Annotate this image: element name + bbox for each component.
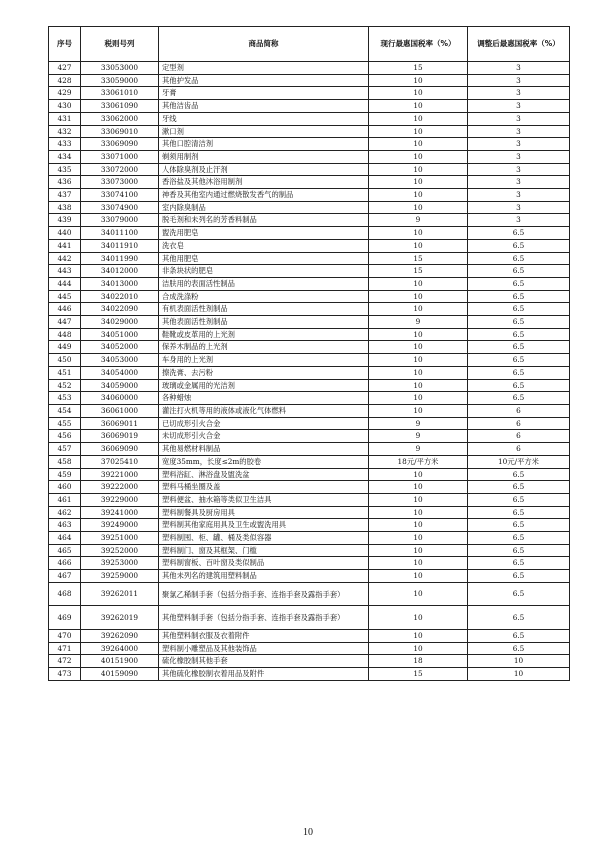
cell-adjusted-rate: 6.5 xyxy=(468,468,570,481)
cell-product-name: 其他护发品 xyxy=(159,74,369,87)
page-number: 10 xyxy=(303,827,313,838)
cell-adjusted-rate: 6.5 xyxy=(468,341,570,354)
cell-serial: 466 xyxy=(49,557,81,570)
cell-product-name: 硫化橡胶制其他手套 xyxy=(159,655,369,668)
cell-adjusted-rate: 6.5 xyxy=(468,606,570,630)
table-row xyxy=(49,392,570,405)
cell-serial: 472 xyxy=(49,655,81,668)
cell-tariff-code: 39222000 xyxy=(81,481,159,494)
cell-tariff-code: 33072000 xyxy=(81,163,159,176)
cell-adjusted-rate: 6.5 xyxy=(468,328,570,341)
cell-adjusted-rate: 3 xyxy=(468,176,570,189)
cell-current-rate: 10 xyxy=(369,150,468,163)
cell-product-name: 剃须用制剂 xyxy=(159,150,369,163)
cell-product-name: 合成洗涤粉 xyxy=(159,290,369,303)
cell-serial: 432 xyxy=(49,125,81,138)
cell-tariff-code: 33069010 xyxy=(81,125,159,138)
cell-product-name: 各种蜡烛 xyxy=(159,392,369,405)
cell-serial: 454 xyxy=(49,404,81,417)
cell-adjusted-rate: 6.5 xyxy=(468,493,570,506)
cell-product-name: 塑料制餐具及厨房用具 xyxy=(159,506,369,519)
cell-current-rate: 10 xyxy=(369,404,468,417)
table-row xyxy=(49,417,570,430)
cell-tariff-code: 36069090 xyxy=(81,443,159,456)
cell-serial: 464 xyxy=(49,532,81,545)
cell-adjusted-rate: 10 xyxy=(468,655,570,668)
cell-product-name: 鞋靴或皮革用的上光剂 xyxy=(159,328,369,341)
header-current-rate: 现行最惠国税率（%） xyxy=(369,27,468,62)
table-row xyxy=(49,532,570,545)
table-row xyxy=(49,163,570,176)
cell-adjusted-rate: 6.5 xyxy=(468,265,570,278)
cell-adjusted-rate: 6.5 xyxy=(468,392,570,405)
cell-current-rate: 10 xyxy=(369,303,468,316)
cell-tariff-code: 34054000 xyxy=(81,366,159,379)
cell-current-rate: 10 xyxy=(369,74,468,87)
cell-product-name: 其他用肥皂 xyxy=(159,252,369,265)
cell-serial: 442 xyxy=(49,252,81,265)
cell-serial: 449 xyxy=(49,341,81,354)
cell-adjusted-rate: 6.5 xyxy=(468,290,570,303)
cell-current-rate: 10 xyxy=(369,532,468,545)
cell-adjusted-rate: 3 xyxy=(468,74,570,87)
cell-tariff-code: 39262019 xyxy=(81,606,159,630)
table-row xyxy=(49,201,570,214)
cell-serial: 437 xyxy=(49,189,81,202)
cell-serial: 429 xyxy=(49,87,81,100)
cell-tariff-code: 34011100 xyxy=(81,227,159,240)
cell-current-rate: 10 xyxy=(369,544,468,557)
cell-adjusted-rate: 6.5 xyxy=(468,532,570,545)
table-row xyxy=(49,227,570,240)
cell-current-rate: 10 xyxy=(369,87,468,100)
header-adjusted-rate: 调整后最惠国税率（%） xyxy=(468,27,570,62)
cell-current-rate: 18元/平方米 xyxy=(369,455,468,468)
cell-serial: 447 xyxy=(49,316,81,329)
cell-product-name: 塑料制小雕塑品及其他装饰品 xyxy=(159,642,369,655)
table-row xyxy=(49,277,570,290)
cell-product-name: 其他硫化橡胶制衣着用品及附件 xyxy=(159,667,369,680)
table-row xyxy=(49,125,570,138)
table-row xyxy=(49,303,570,316)
cell-tariff-code: 39253000 xyxy=(81,557,159,570)
cell-current-rate: 10 xyxy=(369,642,468,655)
tariff-table xyxy=(48,26,570,681)
cell-current-rate: 10 xyxy=(369,606,468,630)
table-row xyxy=(49,468,570,481)
cell-tariff-code: 34011990 xyxy=(81,252,159,265)
cell-adjusted-rate: 3 xyxy=(468,125,570,138)
cell-serial: 451 xyxy=(49,366,81,379)
table-row xyxy=(49,150,570,163)
cell-product-name: 其他洁齿品 xyxy=(159,100,369,113)
cell-serial: 440 xyxy=(49,227,81,240)
cell-current-rate: 10 xyxy=(369,493,468,506)
cell-current-rate: 9 xyxy=(369,214,468,227)
header-serial: 序号 xyxy=(49,27,81,62)
cell-product-name: 脱毛剂和未列名的芳香料制品 xyxy=(159,214,369,227)
table-row xyxy=(49,455,570,468)
cell-product-name: 其他口腔清洁剂 xyxy=(159,138,369,151)
table-row xyxy=(49,366,570,379)
cell-current-rate: 10 xyxy=(369,354,468,367)
cell-serial: 441 xyxy=(49,239,81,252)
cell-serial: 465 xyxy=(49,544,81,557)
cell-adjusted-rate: 3 xyxy=(468,189,570,202)
cell-tariff-code: 40151900 xyxy=(81,655,159,668)
table-row xyxy=(49,239,570,252)
cell-product-name: 塑料制窗板、百叶窗及类似制品 xyxy=(159,557,369,570)
cell-adjusted-rate: 3 xyxy=(468,62,570,75)
table-row xyxy=(49,316,570,329)
cell-serial: 445 xyxy=(49,290,81,303)
table-row xyxy=(49,655,570,668)
table-row xyxy=(49,290,570,303)
cell-tariff-code: 39262090 xyxy=(81,629,159,642)
cell-product-name: 牙膏 xyxy=(159,87,369,100)
table-row xyxy=(49,265,570,278)
table-row xyxy=(49,606,570,630)
cell-current-rate: 10 xyxy=(369,176,468,189)
cell-tariff-code: 39264000 xyxy=(81,642,159,655)
cell-product-name: 其他未列名的建筑用塑料制品 xyxy=(159,570,369,583)
cell-serial: 459 xyxy=(49,468,81,481)
cell-serial: 435 xyxy=(49,163,81,176)
cell-current-rate: 15 xyxy=(369,62,468,75)
table-row xyxy=(49,493,570,506)
cell-tariff-code: 33059000 xyxy=(81,74,159,87)
cell-tariff-code: 36069019 xyxy=(81,430,159,443)
table-row xyxy=(49,176,570,189)
cell-tariff-code: 34012000 xyxy=(81,265,159,278)
cell-current-rate: 10 xyxy=(369,112,468,125)
cell-serial: 462 xyxy=(49,506,81,519)
cell-adjusted-rate: 3 xyxy=(468,138,570,151)
table-row xyxy=(49,481,570,494)
cell-serial: 457 xyxy=(49,443,81,456)
table-header-row xyxy=(49,27,570,62)
cell-adjusted-rate: 6.5 xyxy=(468,506,570,519)
cell-adjusted-rate: 6.5 xyxy=(468,366,570,379)
cell-current-rate: 10 xyxy=(369,506,468,519)
cell-serial: 469 xyxy=(49,606,81,630)
cell-product-name: 人体除臭剂及止汗剂 xyxy=(159,163,369,176)
cell-adjusted-rate: 3 xyxy=(468,100,570,113)
table-row xyxy=(49,506,570,519)
cell-tariff-code: 37025410 xyxy=(81,455,159,468)
cell-tariff-code: 33071000 xyxy=(81,150,159,163)
cell-product-name: 洗衣皂 xyxy=(159,239,369,252)
cell-product-name: 塑料便盆、抽水箱等类似卫生洁具 xyxy=(159,493,369,506)
cell-tariff-code: 39262011 xyxy=(81,582,159,606)
table-row xyxy=(49,189,570,202)
table-row xyxy=(49,570,570,583)
cell-current-rate: 10 xyxy=(369,570,468,583)
table-row xyxy=(49,341,570,354)
cell-current-rate: 10 xyxy=(369,557,468,570)
table-row xyxy=(49,519,570,532)
cell-adjusted-rate: 6.5 xyxy=(468,252,570,265)
cell-adjusted-rate: 6.5 xyxy=(468,239,570,252)
cell-adjusted-rate: 6 xyxy=(468,404,570,417)
cell-serial: 436 xyxy=(49,176,81,189)
cell-tariff-code: 34060000 xyxy=(81,392,159,405)
cell-serial: 444 xyxy=(49,277,81,290)
cell-product-name: 漱口剂 xyxy=(159,125,369,138)
cell-tariff-code: 34011910 xyxy=(81,239,159,252)
cell-serial: 460 xyxy=(49,481,81,494)
cell-product-name: 定型剂 xyxy=(159,62,369,75)
cell-tariff-code: 33061010 xyxy=(81,87,159,100)
cell-current-rate: 10 xyxy=(369,481,468,494)
table-row xyxy=(49,328,570,341)
cell-adjusted-rate: 6.5 xyxy=(468,303,570,316)
cell-adjusted-rate: 6.5 xyxy=(468,629,570,642)
cell-serial: 439 xyxy=(49,214,81,227)
cell-product-name: 塑料制其他家庭用具及卫生或盥洗用具 xyxy=(159,519,369,532)
cell-serial: 461 xyxy=(49,493,81,506)
cell-product-name: 未切成形引火合金 xyxy=(159,430,369,443)
header-product-name: 商品简称 xyxy=(159,27,369,62)
cell-product-name: 塑料制囤、柜、罐、桶及类似容器 xyxy=(159,532,369,545)
cell-current-rate: 10 xyxy=(369,163,468,176)
cell-tariff-code: 34053000 xyxy=(81,354,159,367)
cell-adjusted-rate: 3 xyxy=(468,87,570,100)
cell-tariff-code: 39252000 xyxy=(81,544,159,557)
cell-adjusted-rate: 6.5 xyxy=(468,227,570,240)
cell-tariff-code: 34022010 xyxy=(81,290,159,303)
cell-adjusted-rate: 6 xyxy=(468,430,570,443)
table-row xyxy=(49,100,570,113)
cell-current-rate: 15 xyxy=(369,252,468,265)
cell-product-name: 擦洗膏、去污粉 xyxy=(159,366,369,379)
cell-serial: 443 xyxy=(49,265,81,278)
cell-adjusted-rate: 6.5 xyxy=(468,557,570,570)
cell-adjusted-rate: 6.5 xyxy=(468,582,570,606)
cell-adjusted-rate: 3 xyxy=(468,214,570,227)
table-row xyxy=(49,667,570,680)
cell-current-rate: 9 xyxy=(369,443,468,456)
cell-serial: 468 xyxy=(49,582,81,606)
table-row xyxy=(49,544,570,557)
cell-current-rate: 10 xyxy=(369,468,468,481)
cell-product-name: 洁肤用的表面活性制品 xyxy=(159,277,369,290)
cell-product-name: 其他易燃材料制品 xyxy=(159,443,369,456)
cell-tariff-code: 39251000 xyxy=(81,532,159,545)
table-row xyxy=(49,430,570,443)
cell-tariff-code: 34059000 xyxy=(81,379,159,392)
cell-adjusted-rate: 6.5 xyxy=(468,354,570,367)
cell-product-name: 塑料浴缸、淋浴盘及盥洗盆 xyxy=(159,468,369,481)
table-row xyxy=(49,138,570,151)
cell-current-rate: 9 xyxy=(369,430,468,443)
cell-adjusted-rate: 6.5 xyxy=(468,277,570,290)
cell-serial: 452 xyxy=(49,379,81,392)
cell-current-rate: 10 xyxy=(369,328,468,341)
table-row xyxy=(49,112,570,125)
cell-tariff-code: 34052000 xyxy=(81,341,159,354)
cell-current-rate: 10 xyxy=(369,629,468,642)
cell-serial: 455 xyxy=(49,417,81,430)
cell-product-name: 牙线 xyxy=(159,112,369,125)
cell-serial: 467 xyxy=(49,570,81,583)
cell-current-rate: 10 xyxy=(369,341,468,354)
table-row xyxy=(49,404,570,417)
cell-tariff-code: 34051000 xyxy=(81,328,159,341)
cell-current-rate: 10 xyxy=(369,189,468,202)
cell-product-name: 已切成形引火合金 xyxy=(159,417,369,430)
cell-tariff-code: 34022090 xyxy=(81,303,159,316)
cell-tariff-code: 39249000 xyxy=(81,519,159,532)
cell-current-rate: 10 xyxy=(369,379,468,392)
cell-product-name: 有机表面活性剂制品 xyxy=(159,303,369,316)
cell-current-rate: 10 xyxy=(369,366,468,379)
cell-adjusted-rate: 10 xyxy=(468,667,570,680)
cell-serial: 427 xyxy=(49,62,81,75)
cell-product-name: 室内除臭制品 xyxy=(159,201,369,214)
cell-tariff-code: 33079000 xyxy=(81,214,159,227)
cell-product-name: 其他塑料制手套（包括分指手套、连指手套及露指手套） xyxy=(159,606,369,630)
cell-current-rate: 10 xyxy=(369,227,468,240)
cell-tariff-code: 33062000 xyxy=(81,112,159,125)
cell-tariff-code: 36069011 xyxy=(81,417,159,430)
cell-serial: 430 xyxy=(49,100,81,113)
cell-tariff-code: 39229000 xyxy=(81,493,159,506)
cell-tariff-code: 33053000 xyxy=(81,62,159,75)
cell-adjusted-rate: 6.5 xyxy=(468,642,570,655)
cell-current-rate: 10 xyxy=(369,290,468,303)
cell-tariff-code: 33074100 xyxy=(81,189,159,202)
cell-current-rate: 10 xyxy=(369,519,468,532)
cell-adjusted-rate: 6.5 xyxy=(468,379,570,392)
tariff-document xyxy=(48,26,569,681)
table-row xyxy=(49,74,570,87)
table-row xyxy=(49,354,570,367)
cell-serial: 471 xyxy=(49,642,81,655)
cell-current-rate: 10 xyxy=(369,125,468,138)
table-row xyxy=(49,214,570,227)
cell-current-rate: 18 xyxy=(369,655,468,668)
cell-serial: 450 xyxy=(49,354,81,367)
cell-adjusted-rate: 3 xyxy=(468,201,570,214)
cell-adjusted-rate: 6.5 xyxy=(468,544,570,557)
cell-serial: 448 xyxy=(49,328,81,341)
cell-current-rate: 10 xyxy=(369,392,468,405)
cell-adjusted-rate: 10元/平方米 xyxy=(468,455,570,468)
cell-current-rate: 15 xyxy=(369,667,468,680)
table-body xyxy=(49,62,570,681)
cell-product-name: 灌注打火机等用的液体或液化气体燃料 xyxy=(159,404,369,417)
cell-current-rate: 15 xyxy=(369,265,468,278)
cell-tariff-code: 33074900 xyxy=(81,201,159,214)
cell-tariff-code: 33061090 xyxy=(81,100,159,113)
cell-adjusted-rate: 3 xyxy=(468,163,570,176)
cell-current-rate: 9 xyxy=(369,316,468,329)
cell-tariff-code: 33069090 xyxy=(81,138,159,151)
cell-serial: 458 xyxy=(49,455,81,468)
cell-adjusted-rate: 6.5 xyxy=(468,519,570,532)
cell-serial: 428 xyxy=(49,74,81,87)
cell-product-name: 宽度35mm，长度≤2m的胶卷 xyxy=(159,455,369,468)
cell-serial: 431 xyxy=(49,112,81,125)
cell-current-rate: 10 xyxy=(369,201,468,214)
cell-tariff-code: 39241000 xyxy=(81,506,159,519)
table-row xyxy=(49,87,570,100)
cell-adjusted-rate: 3 xyxy=(468,112,570,125)
table-row xyxy=(49,582,570,606)
cell-tariff-code: 36061000 xyxy=(81,404,159,417)
table-row xyxy=(49,379,570,392)
cell-tariff-code: 39221000 xyxy=(81,468,159,481)
cell-product-name: 盥洗用肥皂 xyxy=(159,227,369,240)
cell-adjusted-rate: 3 xyxy=(468,150,570,163)
cell-product-name: 塑料制门、窗及其框架、门槛 xyxy=(159,544,369,557)
cell-product-name: 其他塑料制衣服及衣着附件 xyxy=(159,629,369,642)
cell-serial: 453 xyxy=(49,392,81,405)
header-tariff-code: 税则号列 xyxy=(81,27,159,62)
cell-adjusted-rate: 6 xyxy=(468,443,570,456)
table-row xyxy=(49,629,570,642)
cell-adjusted-rate: 6 xyxy=(468,417,570,430)
cell-serial: 456 xyxy=(49,430,81,443)
cell-product-name: 车身用的上光剂 xyxy=(159,354,369,367)
cell-product-name: 聚氯乙稀制手套（包括分指手套、连指手套及露指手套） xyxy=(159,582,369,606)
cell-product-name: 其他表面活性剂制品 xyxy=(159,316,369,329)
cell-product-name: 香浴盐及其他沐浴用制剂 xyxy=(159,176,369,189)
cell-adjusted-rate: 6.5 xyxy=(468,316,570,329)
cell-current-rate: 10 xyxy=(369,100,468,113)
cell-serial: 433 xyxy=(49,138,81,151)
cell-serial: 473 xyxy=(49,667,81,680)
cell-tariff-code: 39259000 xyxy=(81,570,159,583)
cell-serial: 470 xyxy=(49,629,81,642)
cell-serial: 463 xyxy=(49,519,81,532)
cell-current-rate: 9 xyxy=(369,417,468,430)
table-row xyxy=(49,642,570,655)
cell-current-rate: 10 xyxy=(369,277,468,290)
cell-tariff-code: 34013000 xyxy=(81,277,159,290)
cell-current-rate: 10 xyxy=(369,582,468,606)
cell-product-name: 塑料马桶坐圈及盖 xyxy=(159,481,369,494)
cell-tariff-code: 34029000 xyxy=(81,316,159,329)
table-row xyxy=(49,252,570,265)
cell-current-rate: 10 xyxy=(369,239,468,252)
table-row xyxy=(49,557,570,570)
cell-serial: 434 xyxy=(49,150,81,163)
cell-product-name: 非条块状的肥皂 xyxy=(159,265,369,278)
table-row xyxy=(49,443,570,456)
cell-serial: 438 xyxy=(49,201,81,214)
cell-current-rate: 10 xyxy=(369,138,468,151)
cell-tariff-code: 40159090 xyxy=(81,667,159,680)
cell-adjusted-rate: 6.5 xyxy=(468,570,570,583)
cell-adjusted-rate: 6.5 xyxy=(468,481,570,494)
table-row xyxy=(49,62,570,75)
cell-product-name: 神香及其他室内通过燃烧散发香气的制品 xyxy=(159,189,369,202)
cell-product-name: 玻璃或金属用的光洁剂 xyxy=(159,379,369,392)
cell-product-name: 保养木制品的上光剂 xyxy=(159,341,369,354)
cell-tariff-code: 33073000 xyxy=(81,176,159,189)
cell-serial: 446 xyxy=(49,303,81,316)
